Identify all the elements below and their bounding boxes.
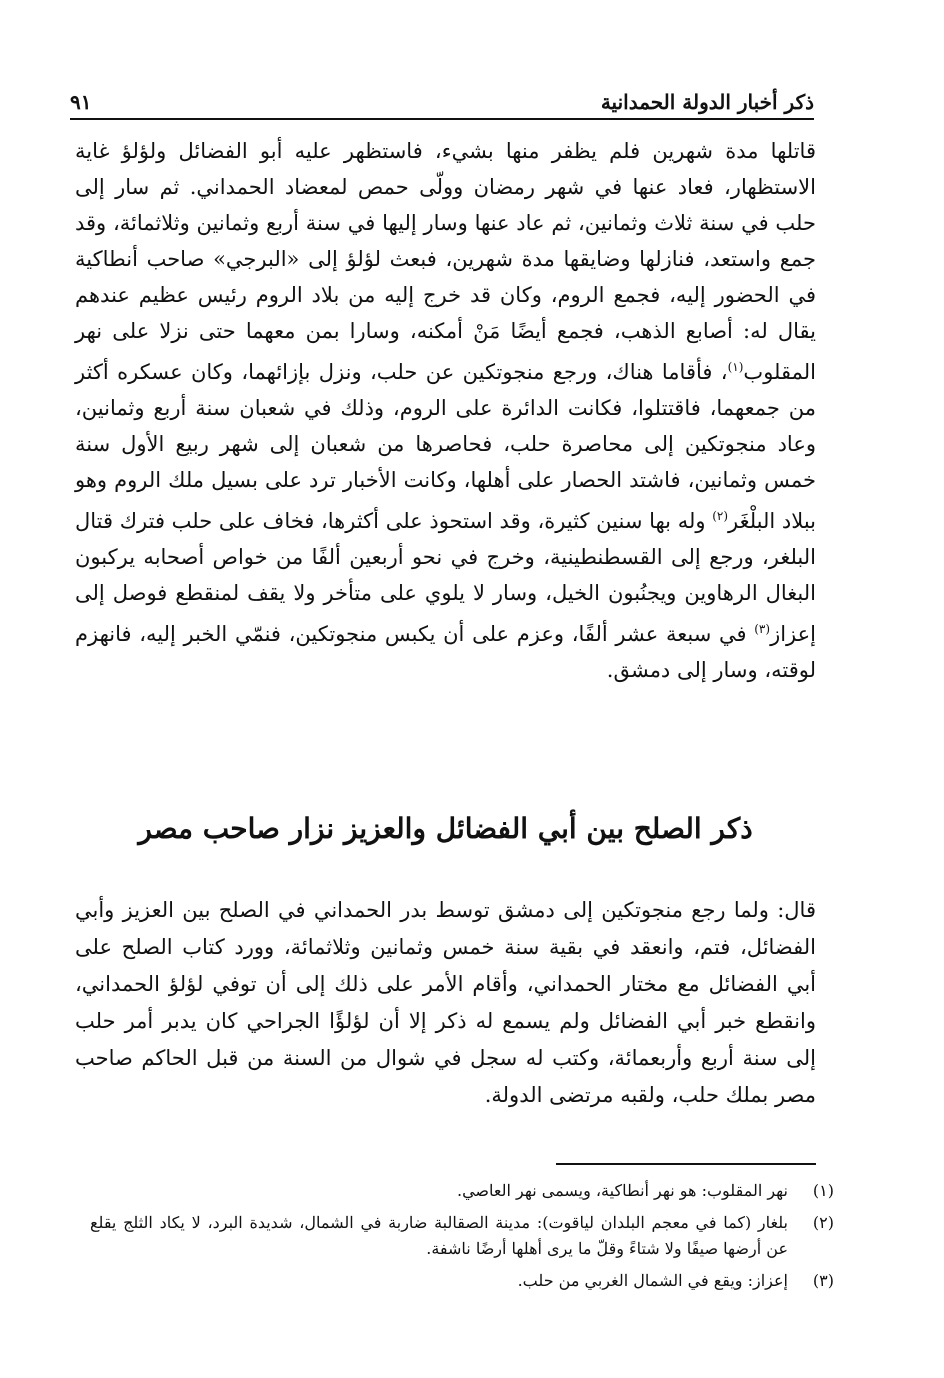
paragraph: قال: ولما رجع منجوتكين إلى دمشق توسط بدر الحمداني في الصلح بين العزيز وأبي الفضائل، فتم، وانعقد في بقية سنة خمس وثمانين وثلاثمائة، وورد كتاب الصلح على أبي الفضائل مع مختار الحمداني، وأقام الأمر على ذلك إلى أن توفي لؤلؤ الحمداني، وانقطع خبر أبي الفضائل ولم يسمع له ذكر إلا أن لؤلؤًا الجراحي كان يدبر أمر حلب إلى سنة أربع وأربعمائة، وكتب له سجل في شوال من السنة من قبل الحاكم صاحب مصر بملك حلب، ولقبه مرتضى الدولة.: [75, 898, 816, 1107]
running-title: ذكر أخبار الدولة الحمدانية: [600, 90, 814, 114]
footnote-text: إعزاز: ويقع في الشمال الغربي من حلب.: [517, 1271, 788, 1290]
main-text: [75, 133, 816, 688]
section-text: [75, 892, 816, 1114]
text-run: وله بها سنين كثيرة، وقد استحوذ على أكثرها، فخاف على حلب فترك قتال البلغر، ورجع إلى القسطنطينية، وخرج في نحو أربعين ألفًا من خواص أصحابه يركبون البغال الرهاوين ويجنُبون الخيل، وسار لا يلوي على متأخر ولا يقف لمنقطع فوصل إلى إعزاز: [75, 509, 816, 646]
footnote-number: (٣): [812, 1271, 834, 1290]
footnote-text: نهر المقلوب: هو نهر أنطاكية، ويسمى نهر العاصي.: [457, 1181, 788, 1200]
footnote-text: بلغار (كما في معجم البلدان لياقوت): مدينة الصقالبة ضاربة في الشمال، شديدة البرد، لا يكاد الثلج يقلع عن أرضها صيفًا ولا شتاءً وقلّ ما يرى أهلها أرضًا ناشفة.: [90, 1213, 788, 1258]
footnote-ref: (٣): [754, 622, 771, 636]
footnote: [90, 1268, 834, 1294]
footnote-separator: [556, 1163, 816, 1165]
text-run: في سبعة عشر ألفًا، وعزم على أن يكبس منجوتكين، فنمّي الخبر إليه، فانهزم لوقته، وسار إلى دمشق.: [75, 622, 816, 682]
footnote-number: (١): [812, 1181, 834, 1200]
text-run: ، فأقاما هناك، ورجع منجوتكين عن حلب، ونزل بإزائهما، وكان عسكره أكثر من جمعهما، فاقتتلوا، فكانت الدائرة على الروم، وذلك في شعبان سنة أربع وثمانين، وعاد منجوتكين إلى محاصرة حلب، فحاصرها من شعبان إلى شهر ربيع الأول سنة خمس وثمانين، فاشتد الحصار على أهلها، وكانت الأخبار ترد على بسيل ملك الروم وهو ببلاد البلْغَر: [75, 360, 816, 533]
text-run: قاتلها مدة شهرين فلم يظفر منها بشيء، فاستظهر عليه أبو الفضائل ولؤلؤ غاية الاستظهار، فعاد عنها في شهر رمضان وولّى حمص لمعضاد الحمداني. ثم سار إلى حلب في سنة ثلاث وثمانين، ثم عاد عنها وسار إليها في سنة أربع وثمانين وثلاثمائة، وقد جمع واستعد، فنازلها وضايقها مدة شهرين، فبعث لؤلؤ إلى «البرجي» صاحب أنطاكية في الحضور إليه، فجمع الروم، وكان قد خرج إليه من بلاد الروم رئيس عظيم عندهم يقال له: أصابع الذهب، فجمع أيضًا مَنْ أمكنه، وسارا بمن معهما حتى نزلا على نهر المقلوب: [75, 139, 816, 384]
section-heading: ذكر الصلح بين أبي الفضائل والعزيز نزار صاحب مصر: [138, 812, 753, 845]
paragraph: [75, 133, 816, 688]
footnote-ref: (٢): [712, 509, 729, 523]
page-number: ٩١: [70, 90, 92, 114]
footnote: [90, 1210, 834, 1262]
footnote-number: (٢): [812, 1213, 834, 1232]
page-header: [70, 78, 814, 120]
footnote: [90, 1178, 834, 1204]
footnote-ref: (١): [727, 360, 744, 374]
footnotes: [90, 1178, 834, 1300]
